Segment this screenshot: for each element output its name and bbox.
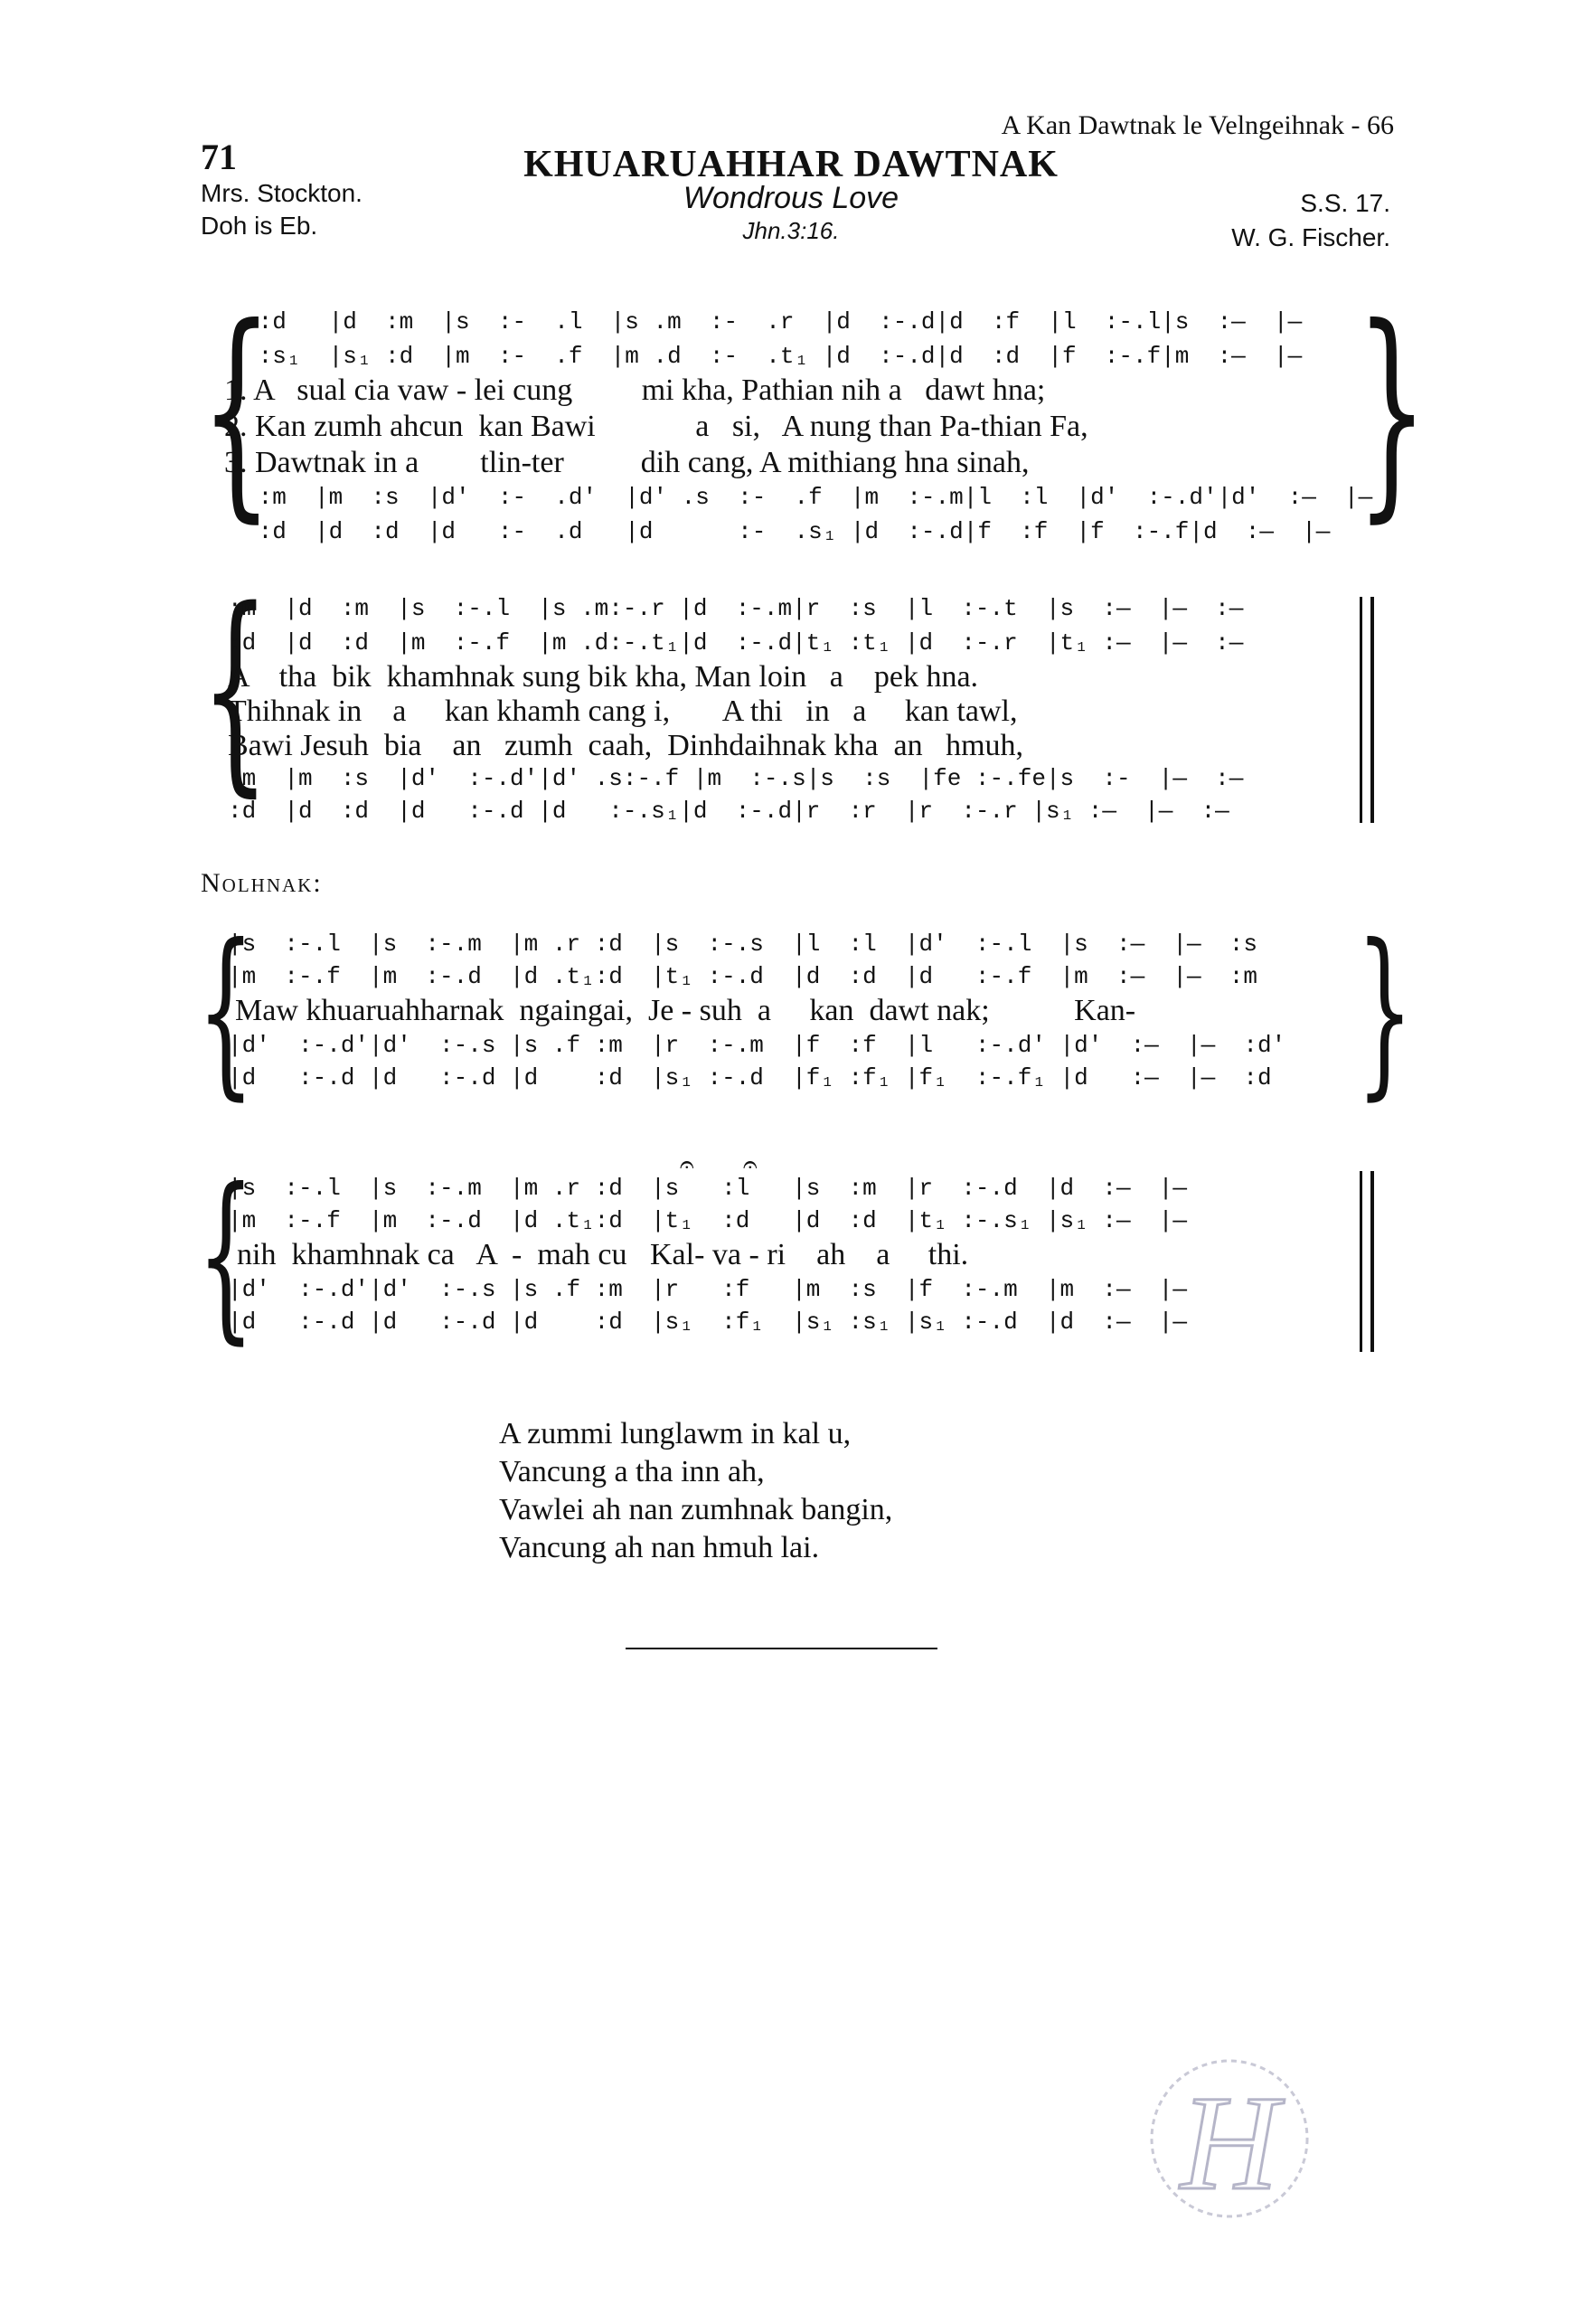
bass-line: |d :-.d |d :-.d |d :d |s₁ :f₁ |s₁ :s₁ |s₁ :-.d |d :— |— <box>228 1308 1187 1336</box>
author: Mrs. Stockton. <box>201 179 363 207</box>
verse-4 <box>499 1415 892 1567</box>
final-barline-thick <box>1370 597 1374 823</box>
soprano-line: :m |d :m |s :-.l |s .m:-.r |d :-.m|r :s |l :-.t |s :— |— :— <box>228 595 1244 622</box>
fermata-icon: 𝄐 <box>680 1151 694 1179</box>
lyric-line-1: A tha bik khamhnak sung bik kha, Man loin a pek hna. <box>228 660 979 694</box>
final-barline <box>1360 1171 1362 1352</box>
alto-line: :d |d :d |m :-.f |m .d:-.t₁|d :-.d|t₁ :t₁ |d :-.r |t₁ :— |— :— <box>228 629 1244 657</box>
tenor-line: |d' :-.d'|d' :-.s |s .f :m |r :-.m |f :f |l :-.d' |d' :— |— :d' <box>228 1032 1286 1059</box>
watermark-logo <box>1112 2053 1347 2324</box>
bass-line: :d |d :d |d :- .d |d :- .s₁ |d :-.d|f :f |f :-.f|d :— |— <box>244 518 1331 545</box>
alto-line: :s₁ |s₁ :d |m :- .f |m .d :- .t₁ |d :-.d|d :d |f :-.f|m :— |— <box>244 343 1303 370</box>
lyric-line-3: Bawi Jesuh bia an zumh caah, Dinhdaihnak kha an hmuh, <box>228 729 1024 762</box>
soprano-line: :d |d :m |s :- .l |s .m :- .r |d :-.d|d :f |l :-.l|s :— |— <box>244 308 1303 335</box>
left-brace: { <box>197 1150 255 1361</box>
scripture-reference: Jhn.3:16. <box>742 217 840 244</box>
right-meta <box>1231 186 1390 255</box>
left-brace: { <box>201 562 270 816</box>
lyric-line-1: nih khamhnak ca A - mah cu Kal- va - ri ah a thi. <box>237 1238 969 1271</box>
left-meta <box>201 177 363 242</box>
verse-line: Vawlei ah nan zumhnak bangin, <box>499 1493 893 1526</box>
music-system-4 <box>0 1150 1582 1361</box>
hymn-subtitle: Wondrous Love <box>683 181 899 215</box>
key-signature: Doh is Eb. <box>201 212 318 240</box>
verse-line: A zummi lunglawm in kal u, <box>499 1417 852 1450</box>
watermark-icon <box>1112 2053 1347 2225</box>
music-system-1 <box>0 279 1582 556</box>
source: S.S. 17. <box>1300 189 1390 217</box>
lyric-line-3: 3. Dawtnak in a tlin-ter dih cang, A mithiang hna sinah, <box>224 446 1030 479</box>
verse-line: Vancung ah nan hmuh lai. <box>499 1531 820 1564</box>
final-barline-thick <box>1370 1171 1374 1352</box>
music-system-3 <box>0 906 1582 1117</box>
refrain-label: Nolhnak: <box>201 868 323 898</box>
lyric-line-1: 1. A sual cia vaw - lei cung mi kha, Pathian nih a dawt hna; <box>224 373 1046 407</box>
bass-line: :d |d :d |d :-.d |d :-.s₁|d :-.d|r :r |r :-.r |s₁ :— |— :— <box>228 798 1229 825</box>
alto-line: |m :-.f |m :-.d |d .t₁:d |t₁ :-.d |d :d |d :-.f |m :— |— :m <box>228 963 1257 990</box>
hymn-title: KHUARUAHHAR DAWTNAK <box>523 144 1059 185</box>
music-system-2 <box>0 562 1582 832</box>
right-brace: } <box>1356 906 1414 1117</box>
composer: W. G. Fischer. <box>1231 223 1390 251</box>
right-brace: } <box>1356 279 1428 542</box>
end-rule <box>626 1648 937 1649</box>
verse-line: Vancung a tha inn ah, <box>499 1455 765 1488</box>
tenor-line: :m |m :s |d' :-.d'|d' .s:-.f |m :-.s|s :s |fe :-.fe|s :- |— :— <box>228 765 1244 792</box>
fermata-icon: 𝄐 <box>743 1151 758 1179</box>
left-brace: { <box>201 279 273 542</box>
soprano-line: |s :-.l |s :-.m |m .r :d |s :-.s |l :l |d' :-.l |s :— |— :s <box>228 931 1257 958</box>
lyric-line-1: Maw khuaruahharnak ngaingai, Je - suh a kan dawt nak; Kan- <box>235 994 1136 1027</box>
left-brace: { <box>197 906 255 1117</box>
bass-line: |d :-.d |d :-.d |d :d |s₁ :-.d |f₁ :f₁ |f₁ :-.f₁ |d :— |— :d <box>228 1064 1272 1091</box>
lyric-line-2: Thihnak in a kan khamh cang i, A thi in a kan tawl, <box>228 694 1018 728</box>
tenor-line: |d' :-.d'|d' :-.s |s .f :m |r :f |m :s |f :-.m |m :— |— <box>228 1276 1187 1303</box>
watermark-letter: H <box>1180 2068 1279 2218</box>
hymn-number: 71 <box>201 137 237 177</box>
tenor-line: :m |m :s |d' :- .d' |d' .s :- .f |m :-.m|l :l |d' :-.d'|d' :— |— <box>244 484 1373 511</box>
running-head: A Kan Dawtnak le Velngeihnak - 66 <box>1001 110 1394 140</box>
alto-line: |m :-.f |m :-.d |d .t₁:d |t₁ :d |d :d |t₁ :-.s₁ |s₁ :— |— <box>228 1207 1187 1234</box>
soprano-line: |s :-.l |s :-.m |m .r :d |s :l |s :m |r :-.d |d :— |— <box>228 1175 1187 1202</box>
lyric-line-2: 2. Kan zumh ahcun kan Bawi a si, A nung than Pa-thian Fa, <box>224 410 1088 443</box>
final-barline <box>1360 597 1362 823</box>
